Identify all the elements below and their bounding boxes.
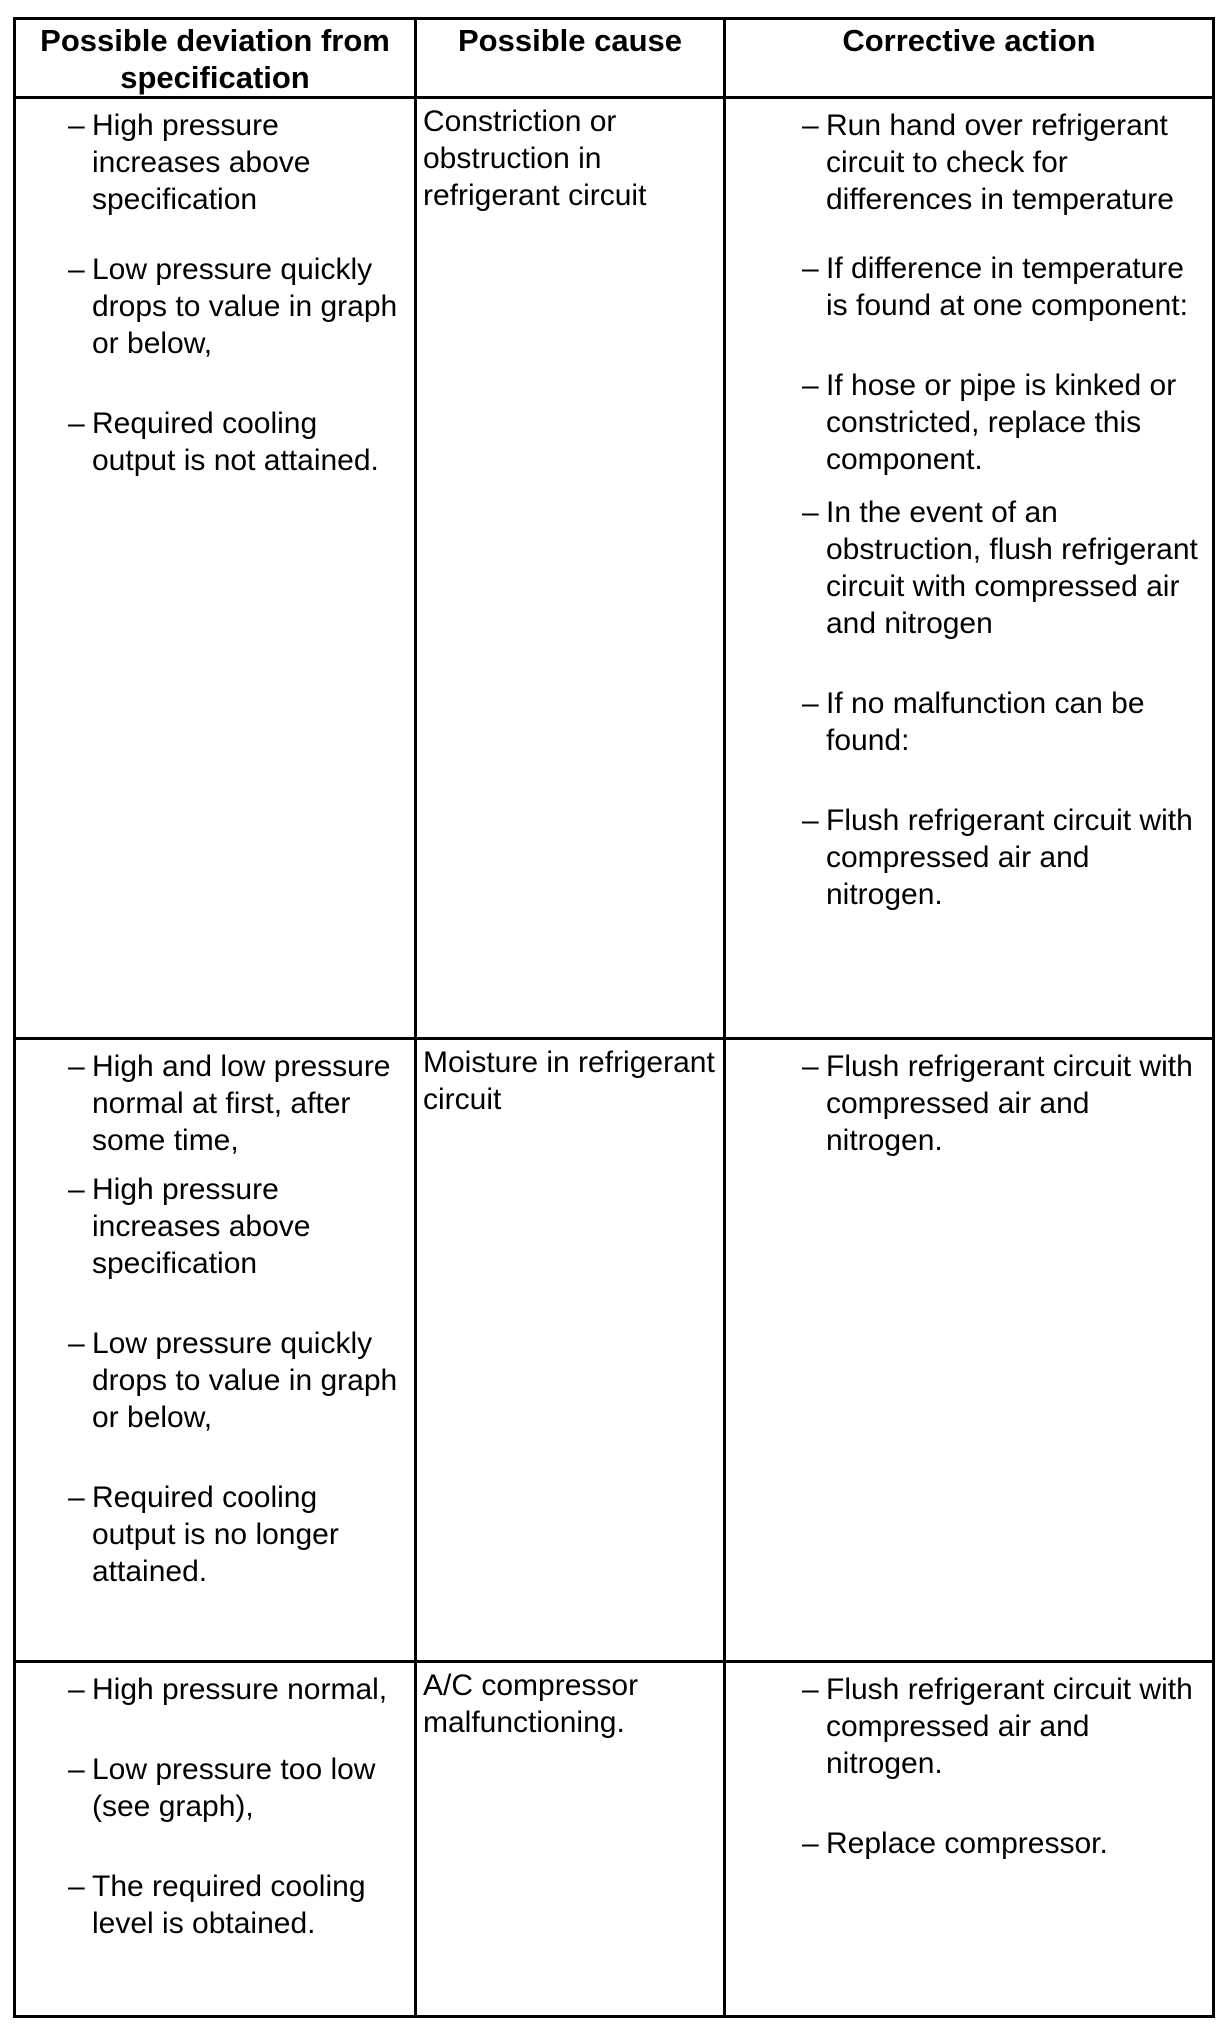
list-item: – Low pressure too low (see graph), <box>68 1753 376 1823</box>
action-cell <box>725 98 1214 1039</box>
bullet-dash: – <box>68 1870 85 1903</box>
list-item: – Required cooling output is not attained. <box>68 407 379 477</box>
bullet-dash: – <box>68 253 85 286</box>
deviation-list <box>16 1663 414 1942</box>
list-item: – The required cooling level is obtained. <box>68 1870 366 1940</box>
header-cause: Possible cause <box>416 19 725 98</box>
table-row <box>15 1039 1214 1662</box>
bullet-dash: – <box>802 1050 819 1083</box>
list-item: – If difference in temperature is found at one component: <box>802 252 1188 322</box>
bullet-dash: – <box>802 109 819 142</box>
action-cell <box>725 1039 1214 1662</box>
header-action: Corrective action <box>725 19 1214 98</box>
deviation-cell <box>15 1662 416 2017</box>
list-item: – In the event of an obstruction, flush refrigerant circuit with compressed air and nitrogen <box>802 496 1198 640</box>
list-item: – If no malfunction can be found: <box>802 687 1145 757</box>
bullet-dash: – <box>802 687 819 720</box>
list-item: – Flush refrigerant circuit with compressed air and nitrogen. <box>802 1673 1193 1780</box>
list-item: – Flush refrigerant circuit with compressed air and nitrogen. <box>802 804 1193 911</box>
cause-cell: Constriction or obstruction in refrigerant circuit <box>416 98 725 1039</box>
troubleshooting-table <box>13 17 1215 2018</box>
bullet-dash: – <box>68 109 85 142</box>
list-item: – Replace compressor. <box>802 1827 1108 1860</box>
bullet-dash: – <box>802 1827 819 1860</box>
list-item: – High pressure increases above specification <box>68 109 311 216</box>
bullet-dash: – <box>802 1673 819 1706</box>
deviation-list <box>16 1040 414 1590</box>
bullet-dash: – <box>68 1173 85 1206</box>
bullet-dash: – <box>802 252 819 285</box>
table-row <box>15 98 1214 1039</box>
table-header-row <box>15 19 1214 98</box>
action-cell <box>725 1662 1214 2017</box>
list-item: – High and low pressure normal at first, after some time, <box>68 1050 391 1157</box>
action-list <box>726 99 1212 913</box>
list-item: – Required cooling output is no longer attained. <box>68 1481 339 1588</box>
bullet-dash: – <box>68 1753 85 1786</box>
list-item: – High pressure increases above specification <box>68 1173 311 1280</box>
bullet-dash: – <box>68 1327 85 1360</box>
bullet-dash: – <box>68 1481 85 1514</box>
list-item: – Low pressure quickly drops to value in graph or below, <box>68 1327 398 1434</box>
bullet-dash: – <box>802 496 819 529</box>
bullet-dash: – <box>802 804 819 837</box>
cause-cell: A/C compressor malfunctioning. <box>416 1662 725 2017</box>
action-list <box>726 1663 1212 1862</box>
list-item: – If hose or pipe is kinked or constricted, replace this component. <box>802 369 1177 476</box>
deviation-list <box>16 99 414 479</box>
bullet-dash: – <box>802 369 819 402</box>
list-item: – Flush refrigerant circuit with compressed air and nitrogen. <box>802 1050 1193 1157</box>
list-item: – High pressure normal, <box>68 1673 388 1706</box>
deviation-cell <box>15 98 416 1039</box>
bullet-dash: – <box>68 407 85 440</box>
header-deviation: Possible deviation from specification <box>15 19 416 98</box>
list-item: – Low pressure quickly drops to value in graph or below, <box>68 253 398 360</box>
troubleshooting-document <box>13 17 1203 2014</box>
deviation-cell <box>15 1039 416 1662</box>
bullet-dash: – <box>68 1673 85 1706</box>
list-item: – Run hand over refrigerant circuit to check for differences in temperature <box>802 109 1174 216</box>
action-list <box>726 1040 1212 1159</box>
cause-cell: Moisture in refrigerant circuit <box>416 1039 725 1662</box>
bullet-dash: – <box>68 1050 85 1083</box>
table-row <box>15 1662 1214 2017</box>
